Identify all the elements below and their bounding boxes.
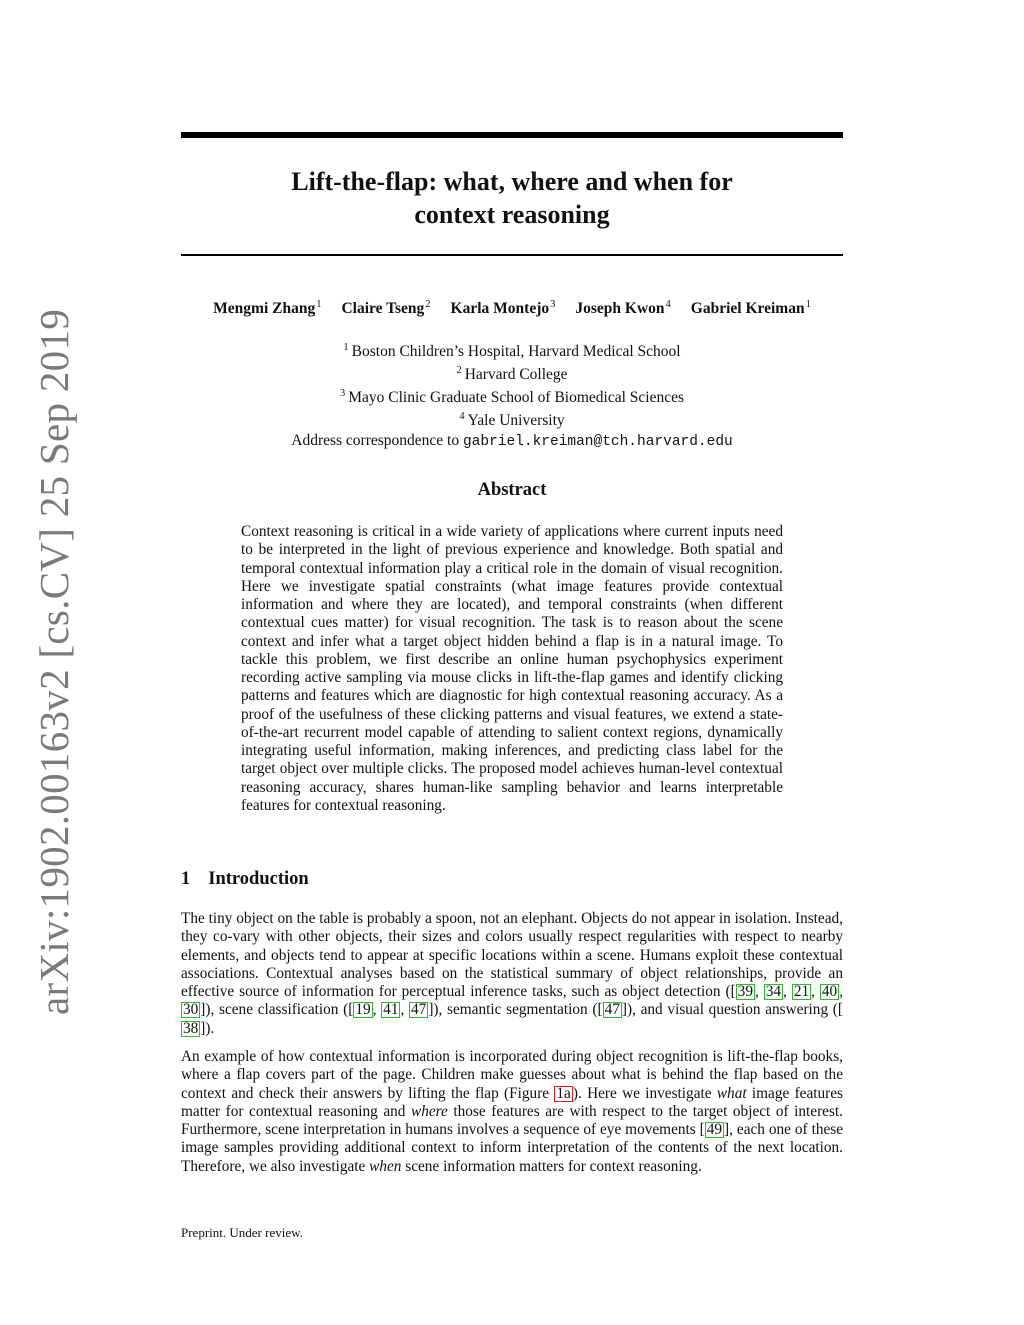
author-name: Gabriel Kreiman: [690, 300, 805, 318]
correspondence-line: [181, 431, 843, 452]
emphasis-text: when: [369, 1157, 402, 1175]
affiliation: [181, 361, 843, 384]
author: [341, 299, 430, 318]
author-affiliation-mark: 2: [425, 299, 431, 310]
paragraph-text: The tiny object on the table is probably a spoon, not an elephant. Objects do not appear in isolation. Instead, they co-vary with other objects, their sizes and colors usually respect regularities with respect to nearby elements, and objects tend to appear at specific locations within a scene. Humans exploit these contextual associations. Contextual analyses based on the statistical summary of object relationships, provide an effective source of information for perceptual inference tasks, such as object detection ([: [181, 910, 843, 1000]
abstract-heading: Abstract: [477, 480, 547, 500]
paragraph-text: ]), and visual question answering ([: [621, 1001, 843, 1019]
citation-link[interactable]: 40: [821, 983, 838, 1000]
paragraph-text: ]), scene classification ([: [200, 1001, 354, 1019]
affiliation-text: Harvard College: [464, 366, 568, 384]
paragraph-text: ]).: [200, 1019, 215, 1037]
affiliation-mark: 1: [343, 342, 349, 353]
citation-link[interactable]: 21: [793, 983, 810, 1000]
section-number: 1: [181, 869, 191, 889]
citation-link[interactable]: 47: [604, 1001, 620, 1019]
title-line-2: context reasoning: [414, 200, 610, 229]
citation-link[interactable]: 19: [355, 1001, 371, 1019]
paragraph-text: scene information matters for context reasoning.: [401, 1157, 702, 1175]
paragraph-text: ). Here we investigate: [572, 1084, 717, 1102]
figure-reference-link[interactable]: 1a: [556, 1084, 571, 1102]
citation-link[interactable]: 41: [383, 1001, 399, 1019]
paragraph-text: An example of how contextual information is incorporated during object recognition is lift-the-flap books, where a flap covers part of the page. Children make guesses about what is behind the flap based on the context and check their answers by lifting the flap (Figure: [181, 1048, 843, 1102]
author-name: Joseph Kwon: [575, 300, 665, 318]
paragraph-text: ], each one of these image samples providing additional context to inform interpretation of the contents of the next location. Therefore, we also investigate: [181, 1121, 843, 1175]
affiliation-text: Boston Children’s Hospital, Harvard Medical School: [351, 343, 681, 361]
author-affiliation-mark: 4: [665, 299, 671, 310]
section-title: Introduction: [208, 869, 309, 889]
emphasis-text: where: [411, 1102, 448, 1120]
paragraph-text: those features are with respect to the target object of interest. Furthermore, scene interpretation in humans involves a sequence of eye movements [: [181, 1102, 843, 1138]
author-name: Karla Montejo: [450, 300, 550, 318]
author: [451, 299, 556, 318]
affiliation: [181, 338, 843, 361]
correspondence-label: Address correspondence to: [291, 431, 460, 449]
citation-link[interactable]: 38: [183, 1019, 199, 1037]
paragraph-text: ]), semantic segmentation ([: [428, 1001, 603, 1019]
paragraph-text: image features matter for contextual reasoning and: [181, 1084, 844, 1120]
preprint-footer: Preprint. Under review.: [181, 1225, 303, 1240]
author: [213, 299, 321, 318]
affiliation-mark: 3: [340, 388, 346, 400]
citation-link[interactable]: 49: [706, 1121, 723, 1138]
intro-paragraph-1: The tiny object on the table is probably a spoon, not an elephant. Objects do not appear in isolation. Instead, they co-vary with other objects, their sizes and colors usually respect regularities with respect to nearby elements, and objects tend to appear at specific locations within a scene. Humans exploit these contextual associations. Contextual analyses based on the statistical summary of object relationships, provide an effective source of information for perceptual inference tasks, such as object detection ([ 39 , 34 , 21 , 40 , 30 ]), scene classification ([ 19 , 41 , 47 ]), semantic segmentation ([ 47 ]), and visual question answering ([38 ]).: [181, 910, 844, 1037]
author-list: [181, 299, 843, 318]
title-line-1: Lift-the-flap: what, where and when for: [291, 167, 733, 196]
author-affiliation-mark: 1: [316, 299, 322, 310]
author-affiliation-mark: 3: [550, 299, 556, 310]
section-heading-introduction: [181, 869, 309, 890]
author-name: Claire Tseng: [341, 300, 425, 318]
paper-title: [181, 165, 843, 231]
affiliation-mark: 4: [459, 411, 465, 423]
arxiv-identifier: arXiv:1902.00163v2 [cs.CV] 25 Sep 2019: [31, 308, 77, 1015]
affiliation-block: [181, 338, 843, 452]
affiliation: [181, 384, 843, 407]
intro-paragraph-2: [181, 1048, 843, 1176]
affiliation: [181, 407, 843, 430]
correspondence-email[interactable]: gabriel.kreiman@tch.harvard.edu: [462, 433, 733, 450]
author: [691, 299, 811, 318]
title-bottom-rule: [181, 254, 843, 256]
citation-link[interactable]: 47: [411, 1001, 427, 1019]
citation-link[interactable]: 39: [737, 983, 753, 1000]
author-affiliation-mark: 1: [805, 299, 811, 310]
abstract-text: Context reasoning is critical in a wide variety of applications where current inputs need to be interpreted in the light of previous experience and knowledge. Both spatial and temporal contextual information play a critical role in the domain of visual recognition. Here we investigate spatial constraints (what image features provide contextual information and where they are located), and temporal constraints (when different contextual cues matter) for visual recognition. The task is to reason about the scene context and infer what a target object hidden behind a flap is in a natural image. To tackle this problem, we first describe an online human psychophysics experiment recording active sampling via mouse clicks in lift-the-flap games and identify clicking patterns and features which are diagnostic for high contextual reasoning accuracy. As a proof of the usefulness of these clicking patterns and visual features, we extend a state-of-the-art recurrent model capable of attending to salient context regions, dynamically integrating useful information, making inferences, and predicting class label for the target object over multiple clicks. The proposed model achieves human-level contextual reasoning accuracy, shares human-like sampling behavior and learns interpretable features for contextual reasoning.: [241, 523, 783, 814]
affiliation-text: Yale University: [467, 412, 565, 430]
citation-link[interactable]: 34: [765, 983, 782, 1000]
author: [575, 299, 670, 318]
affiliation-mark: 2: [456, 365, 462, 377]
author-name: Mengmi Zhang: [213, 300, 316, 318]
emphasis-text: what: [716, 1084, 747, 1102]
citation-link[interactable]: 30: [183, 1001, 199, 1019]
title-top-rule: [181, 132, 843, 138]
affiliation-text: Mayo Clinic Graduate School of Biomedical Sciences: [348, 389, 684, 407]
